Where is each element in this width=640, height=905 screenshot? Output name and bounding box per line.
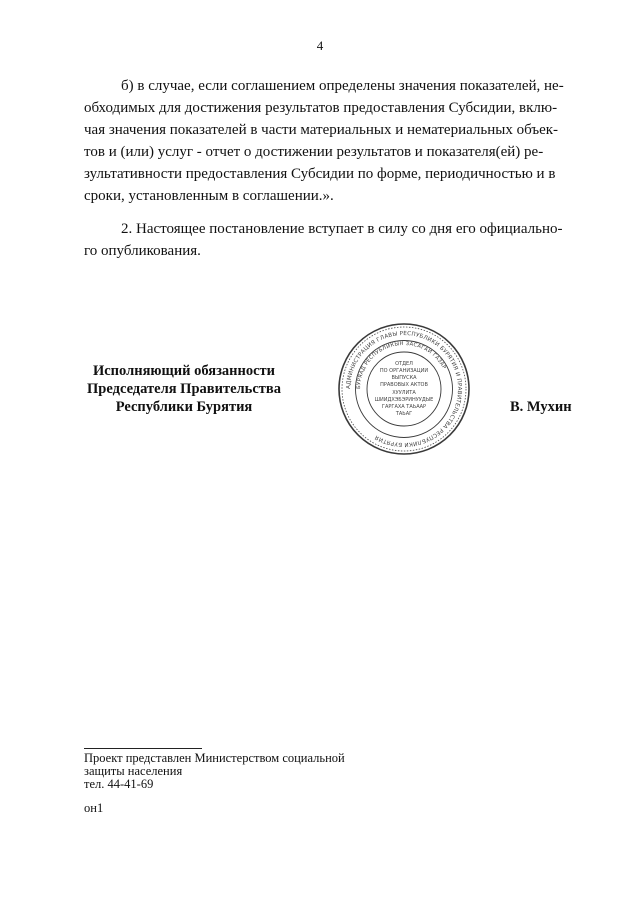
- seal-center-line: ТАЬАГ: [395, 411, 413, 417]
- paragraph-b-line-2: обходимых для достижения результатов предоставления Субсидии, вклю-: [84, 100, 558, 116]
- paragraph-b-line-4: тов и (или) услуг - отчет о достижении результатов и показателя(ей) ре-: [84, 144, 544, 160]
- paragraph-2-line-2: го опубликования.: [84, 243, 201, 259]
- paragraph-2-line-1: 2. Настоящее постановление вступает в силу со дня его официально-: [121, 221, 563, 237]
- footnote-line-3: тел. 44-41-69: [84, 777, 154, 791]
- seal-outer-ring-text: АДМИНИСТРАЦИЯ ГЛАВЫ РЕСПУБЛИКИ БУРЯТИЯ И ПРАВИТЕЛЬСТВА РЕСПУБЛИКИ БУРЯТИЯ: [345, 330, 463, 448]
- seal-center-line: ОТДЕЛ: [395, 361, 413, 367]
- footnote-line-2: защиты населения: [84, 764, 183, 778]
- official-seal-stamp: [336, 321, 472, 457]
- svg-text:АДМИНИСТРАЦИЯ ГЛАВЫ РЕСПУБЛИКИ: [346, 331, 462, 447]
- paragraph-b-line-6: сроки, установленным в соглашении.».: [84, 188, 334, 204]
- signatory-position-line-3: Республики Бурятия: [115, 399, 253, 415]
- paragraph-b-line-1: б) в случае, если соглашением определены значения показателей, не-: [121, 78, 564, 94]
- seal-center-line: ХУУЛИТА: [392, 390, 416, 396]
- paragraph-b-line-5: зультативности предоставления Субсидии по форме, периодичностью и в: [84, 166, 556, 182]
- footnote-separator: [84, 748, 202, 749]
- paragraph-b-line-3: чая значения показателей в части материальных и нематериальных объек-: [84, 122, 559, 138]
- document-code: он1: [84, 801, 104, 815]
- seal-center-line: ПО ОРГАНИЗАЦИИ: [379, 368, 429, 374]
- signatory-position-line-1: Исполняющий обязанности: [92, 363, 276, 379]
- page-number: 4: [316, 38, 324, 53]
- signatory-position-line-2: Председателя Правительства: [87, 381, 281, 397]
- signatory-name: В. Мухин: [510, 399, 572, 415]
- seal-inner-ring-text: БУРЯАД РЕСПУБЛИКЫН ЗАСАГАЙ ГАЗАР: [355, 340, 447, 390]
- seal-center-line: ПРАВОВЫХ АКТОВ: [380, 382, 428, 388]
- seal-center-line: ГАРГАХА ТАЬААР: [381, 404, 427, 410]
- seal-center-line: ВЫПУСКА: [391, 375, 417, 381]
- footnote-line-1: Проект представлен Министерством социальной: [84, 751, 345, 765]
- seal-center-line: ШИИДХЭБЭРИНУУДЫЕ: [374, 397, 434, 403]
